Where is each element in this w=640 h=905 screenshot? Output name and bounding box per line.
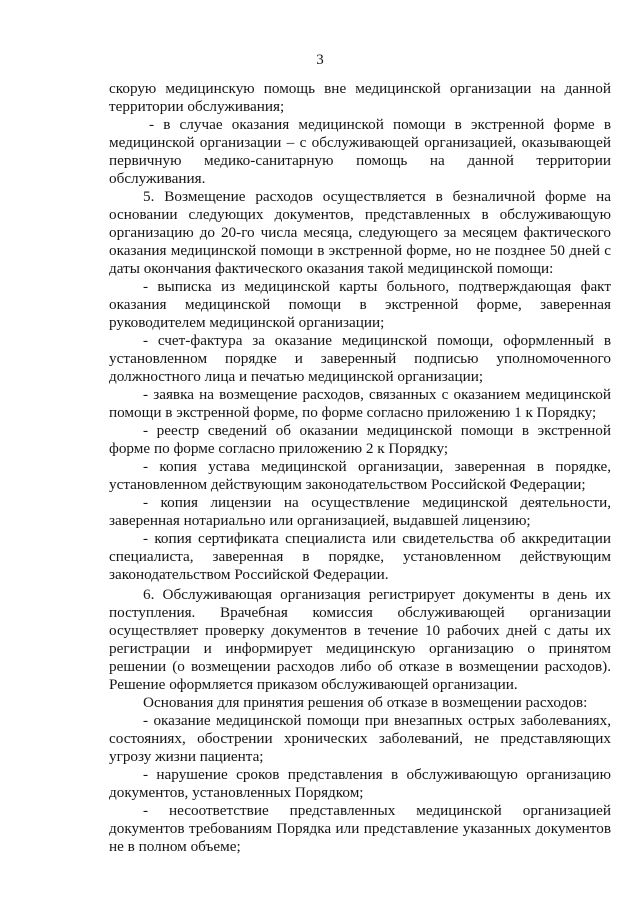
list-item-emergency-care: - в случае оказания медицинской помощи в экстренной форме в медицинской организации – с обслуживающей организацией, оказывающей первичную медико-санитарную помощь на данной территории обслуживания. bbox=[109, 116, 611, 187]
list-item-non-threatening: - оказание медицинской помощи при внезапных острых заболеваниях, состояниях, обострении хронических заболеваний, не представляющих угрозу жизни пациента; bbox=[109, 712, 611, 765]
list-item-deadline-violation: - нарушение сроков представления в обслуживающую организацию документов, установленных Порядком; bbox=[109, 766, 611, 801]
refusal-grounds-heading: Основания для принятия решения об отказе в возмещении расходов: bbox=[143, 694, 588, 711]
list-item-charter-copy: - копия устава медицинской организации, заверенная в порядке, установленном действующим законодательством Российской Федерации; bbox=[109, 458, 611, 493]
paragraph-continuation: скорую медицинскую помощь вне медицинской организации на данной территории обслуживания; bbox=[109, 80, 611, 115]
paragraph-item-6: 6. Обслуживающая организация регистрирует документы в день их поступления. Врачебная комиссия обслуживающей организации осуществляет проверку документов в течение 10 рабочих дней с даты их регистрации и информирует медицинскую организацию о принятом решении (о возмещении расходов либо об отказе в возмещении расходов). Решение оформляется приказом обслуживающей организации. bbox=[109, 586, 611, 693]
list-item-medical-record: - выписка из медицинской карты больного, подтверждающая факт оказания медицинской помощи в экстренной форме, заверенная руководителем медицинской организации; bbox=[109, 278, 611, 331]
paragraph-item-5: 5. Возмещение расходов осуществляется в безналичной форме на основании следующих документов, представленных в обслуживающую организацию до 20-го числа месяца, следующего за месяцем фактического оказания медицинской помощи в экстренной форме, но не позднее 50 дней с даты окончания фактического оказания такой медицинской помощи: bbox=[109, 188, 611, 277]
page-number: 3 bbox=[316, 52, 324, 68]
document-body bbox=[109, 80, 611, 856]
list-item-nonconformity: - несоответствие представленных медицинской организацией документов требованиям Порядка или представление указанных документов не в полном объеме; bbox=[109, 802, 611, 855]
list-item-license-copy: - копия лицензии на осуществление медицинской деятельности, заверенная нотариально или организацией, выдавшей лицензию; bbox=[109, 494, 611, 529]
list-item-register: - реестр сведений об оказании медицинской помощи в экстренной форме по форме согласно приложению 2 к Порядку; bbox=[109, 422, 611, 457]
list-item-invoice: - счет-фактура за оказание медицинской помощи, оформленный в установленном порядке и заверенный подписью уполномоченного должностного лица и печатью медицинской организации; bbox=[109, 332, 611, 385]
list-item-certificate-copy: - копия сертификата специалиста или свидетельства об аккредитации специалиста, заверенная в порядке, установленном действующим законодательством Российской Федерации. bbox=[109, 530, 611, 583]
list-item-application: - заявка на возмещение расходов, связанных с оказанием медицинской помощи в экстренной форме, по форме согласно приложению 1 к Порядку; bbox=[109, 386, 611, 421]
